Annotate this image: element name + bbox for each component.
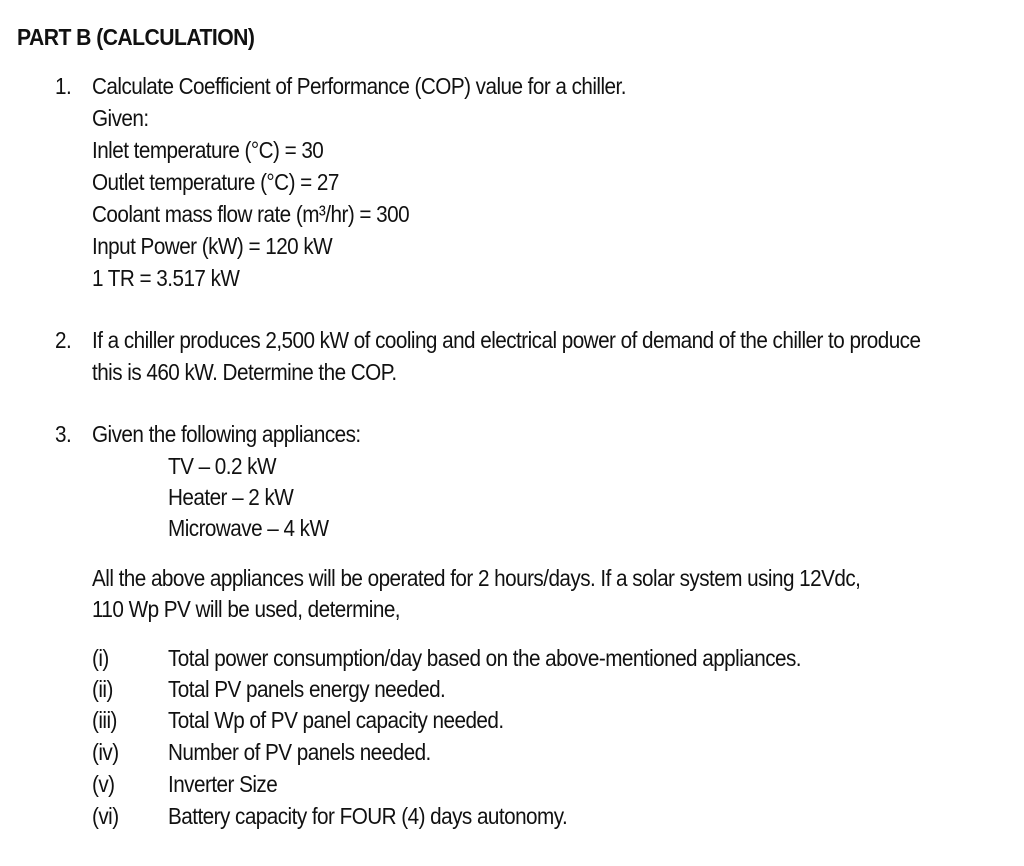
given-tr-conversion: 1 TR = 3.517 kW	[92, 265, 240, 291]
question-2-line-2: this is 460 kW. Determine the COP.	[92, 359, 397, 385]
question-1-given-label: Given:	[92, 105, 149, 131]
question-1-number: 1.	[55, 73, 72, 99]
part-label: (i)	[92, 645, 109, 671]
given-outlet-temperature: Outlet temperature (°C) = 27	[92, 169, 339, 195]
appliance-microwave: Microwave – 4 kW	[168, 515, 329, 541]
given-inlet-temperature: Inlet temperature (°C) = 30	[92, 137, 324, 163]
question-3-number: 3.	[55, 421, 72, 447]
section-heading: PART B (CALCULATION)	[17, 24, 255, 50]
appliance-tv: TV – 0.2 kW	[168, 453, 276, 479]
question-2-number: 2.	[55, 327, 72, 353]
part-label: (v)	[92, 771, 115, 797]
part-label: (ii)	[92, 676, 113, 702]
part-text: Total power consumption/day based on the above-mentioned appliances.	[168, 645, 802, 671]
part-text: Battery capacity for FOUR (4) days autonomy.	[168, 803, 568, 829]
question-3-paragraph-line-2: 110 Wp PV will be used, determine,	[92, 596, 401, 622]
part-text: Inverter Size	[168, 771, 278, 797]
part-text: Total Wp of PV panel capacity needed.	[168, 707, 504, 733]
part-label: (vi)	[92, 803, 119, 829]
part-label: (iii)	[92, 707, 117, 733]
given-input-power: Input Power (kW) = 120 kW	[92, 233, 333, 259]
question-1-text: Calculate Coefficient of Performance (COP) value for a chiller.	[92, 73, 626, 99]
part-text: Total PV panels energy needed.	[168, 676, 446, 702]
question-3-intro: Given the following appliances:	[92, 421, 361, 447]
given-coolant-flow-rate: Coolant mass flow rate (m³/hr) = 300	[92, 201, 410, 227]
part-label: (iv)	[92, 739, 119, 765]
question-2-line-1: If a chiller produces 2,500 kW of cooling and electrical power of demand of the chiller to produce	[92, 327, 921, 353]
question-3-paragraph-line-1: All the above appliances will be operated for 2 hours/days. If a solar system using 12Vdc,	[92, 565, 861, 591]
part-text: Number of PV panels needed.	[168, 739, 431, 765]
appliance-heater: Heater – 2 kW	[168, 484, 294, 510]
